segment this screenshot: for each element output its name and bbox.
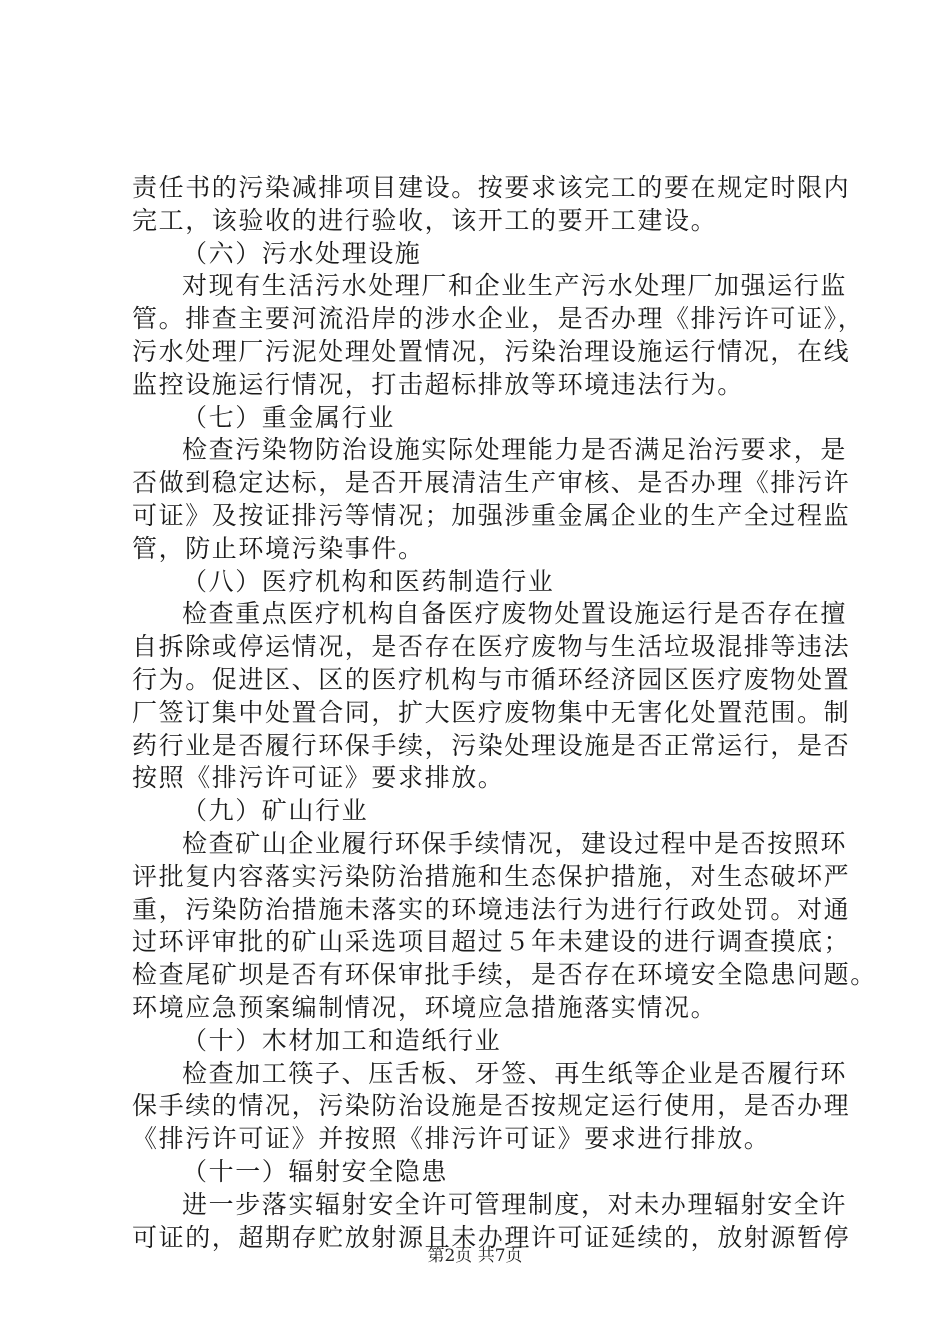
- section-heading-8: （八）医疗机构和医药制造行业: [182, 566, 555, 596]
- paragraph-line: 管。排查主要河流沿岸的涉水企业，是否办理《排污许可证》，: [132, 304, 865, 334]
- paragraph-line: 保手续的情况，污染防治设施是否按规定运行使用，是否办理: [132, 1091, 851, 1121]
- paragraph-line: 检查重点医疗机构自备医疗废物处置设施运行是否存在擅: [182, 599, 848, 629]
- paragraph-line: 行为。促进区、区的医疗机构与市循环经济园区医疗废物处置: [132, 664, 851, 694]
- paragraph-line: 按照《排污许可证》要求排放。: [132, 763, 505, 793]
- section-heading-10: （十）木材加工和造纸行业: [182, 1025, 502, 1055]
- paragraph-line: 完工，该验收的进行验收，该开工的要开工建设。: [132, 205, 718, 235]
- paragraph-line: 环境应急预案编制情况，环境应急措施落实情况。: [132, 992, 718, 1022]
- paragraph-line: 管，防止环境污染事件。: [132, 533, 425, 563]
- section-heading-9: （九）矿山行业: [182, 796, 369, 826]
- paragraph-line: 检查加工筷子、压舌板、牙签、再生纸等企业是否履行环: [182, 1058, 848, 1088]
- section-heading-7: （七）重金属行业: [182, 402, 395, 432]
- paragraph-line: 检查尾矿坝是否有环保审批手续，是否存在环境安全隐患问题。: [132, 960, 877, 990]
- section-heading-6: （六）污水处理设施: [182, 238, 422, 268]
- paragraph-line: 评批复内容落实污染防治措施和生态保护措施，对生态破坏严: [132, 861, 851, 891]
- paragraph-line: 污水处理厂污泥处理处置情况，污染治理设施运行情况，在线: [132, 336, 851, 366]
- paragraph-line: 重，污染防治措施未落实的环境违法行为进行行政处罚。对通: [132, 894, 851, 924]
- paragraph-line: 责任书的污染减排项目建设。按要求该完工的要在规定时限内: [132, 173, 851, 202]
- paragraph-line: 可证》及按证排污等情况；加强涉重金属企业的生产全过程监: [132, 500, 851, 530]
- section-heading-11: （十一）辐射安全隐患: [182, 1156, 449, 1186]
- document-body: [132, 172, 877, 1254]
- paragraph-line: 否做到稳定达标，是否开展清洁生产审核、是否办理《排污许: [132, 468, 851, 498]
- paragraph-line: 过环评审批的矿山采选项目超过５年未建设的进行调查摸底；: [132, 927, 851, 957]
- paragraph-line: 自拆除或停运情况，是否存在医疗废物与生活垃圾混排等违法: [132, 632, 851, 662]
- paragraph-line: 检查污染物防治设施实际处理能力是否满足治污要求，是: [182, 435, 848, 465]
- paragraph-line: 可证的，超期存贮放射源且未办理许可证延续的，放射源暂停: [132, 1222, 851, 1252]
- paragraph-line: 监控设施运行情况，打击超标排放等环境违法行为。: [132, 369, 744, 399]
- paragraph-line: 《排污许可证》并按照《排污许可证》要求进行排放。: [132, 1124, 771, 1154]
- paragraph-line: 检查矿山企业履行环保手续情况，建设过程中是否按照环: [182, 828, 848, 858]
- paragraph-line: 对现有生活污水处理厂和企业生产污水处理厂加强运行监: [182, 271, 848, 301]
- paragraph-line: 药行业是否履行环保手续，污染处理设施是否正常运行，是否: [132, 730, 851, 760]
- paragraph-line: 进一步落实辐射安全许可管理制度，对未办理辐射安全许: [182, 1189, 848, 1219]
- page-number-footer: 第2页 共7页: [427, 1246, 523, 1266]
- paragraph-line: 厂签订集中处置合同，扩大医疗废物集中无害化处置范围。制: [132, 697, 851, 727]
